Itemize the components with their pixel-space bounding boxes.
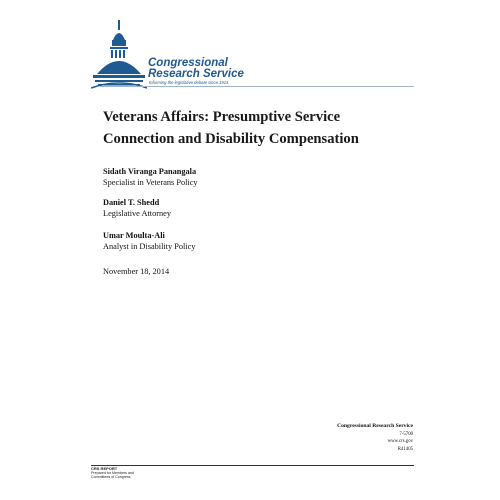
report-label: CRS REPORT bbox=[91, 466, 118, 471]
crs-phone: 7-5700 bbox=[399, 431, 413, 437]
author-name: Sidath Viranga Panangala bbox=[103, 167, 197, 176]
title-line-2: Connection and Disability Compensation bbox=[103, 131, 359, 147]
crs-org-name: Congressional Research Service bbox=[337, 423, 413, 429]
document-title bbox=[103, 106, 359, 150]
capitol-dome-icon bbox=[91, 18, 147, 90]
org-name-line2: Research Service bbox=[148, 68, 244, 80]
crs-website: www.crs.gov bbox=[387, 439, 413, 444]
report-line-1: Prepared for Members and bbox=[91, 471, 134, 476]
author-role: Legislative Attorney bbox=[103, 209, 171, 218]
footer-divider bbox=[91, 465, 414, 466]
header-divider bbox=[100, 86, 414, 87]
author-role: Analyst in Disability Policy bbox=[103, 242, 196, 251]
author-block bbox=[103, 197, 171, 219]
publication-date: November 18, 2014 bbox=[103, 267, 170, 276]
title-line-1: Veterans Affairs: Presumptive Service bbox=[103, 109, 341, 125]
author-role: Specialist in Veterans Policy bbox=[103, 178, 198, 187]
org-name-line1: Congressional bbox=[148, 57, 228, 69]
author-block bbox=[103, 166, 198, 188]
org-logo-wordmark bbox=[148, 58, 244, 80]
author-name: Daniel T. Shedd bbox=[103, 198, 160, 207]
crs-report-footer bbox=[91, 467, 134, 480]
crs-contact-block bbox=[337, 423, 413, 453]
org-tagline: Informing the legislative debate since 1914 bbox=[149, 80, 229, 85]
author-block bbox=[103, 230, 195, 252]
crs-report-number: R41405 bbox=[397, 446, 413, 452]
report-line-2: Committees of Congress bbox=[91, 475, 131, 480]
author-name: Umar Moulta-Ali bbox=[103, 231, 165, 240]
